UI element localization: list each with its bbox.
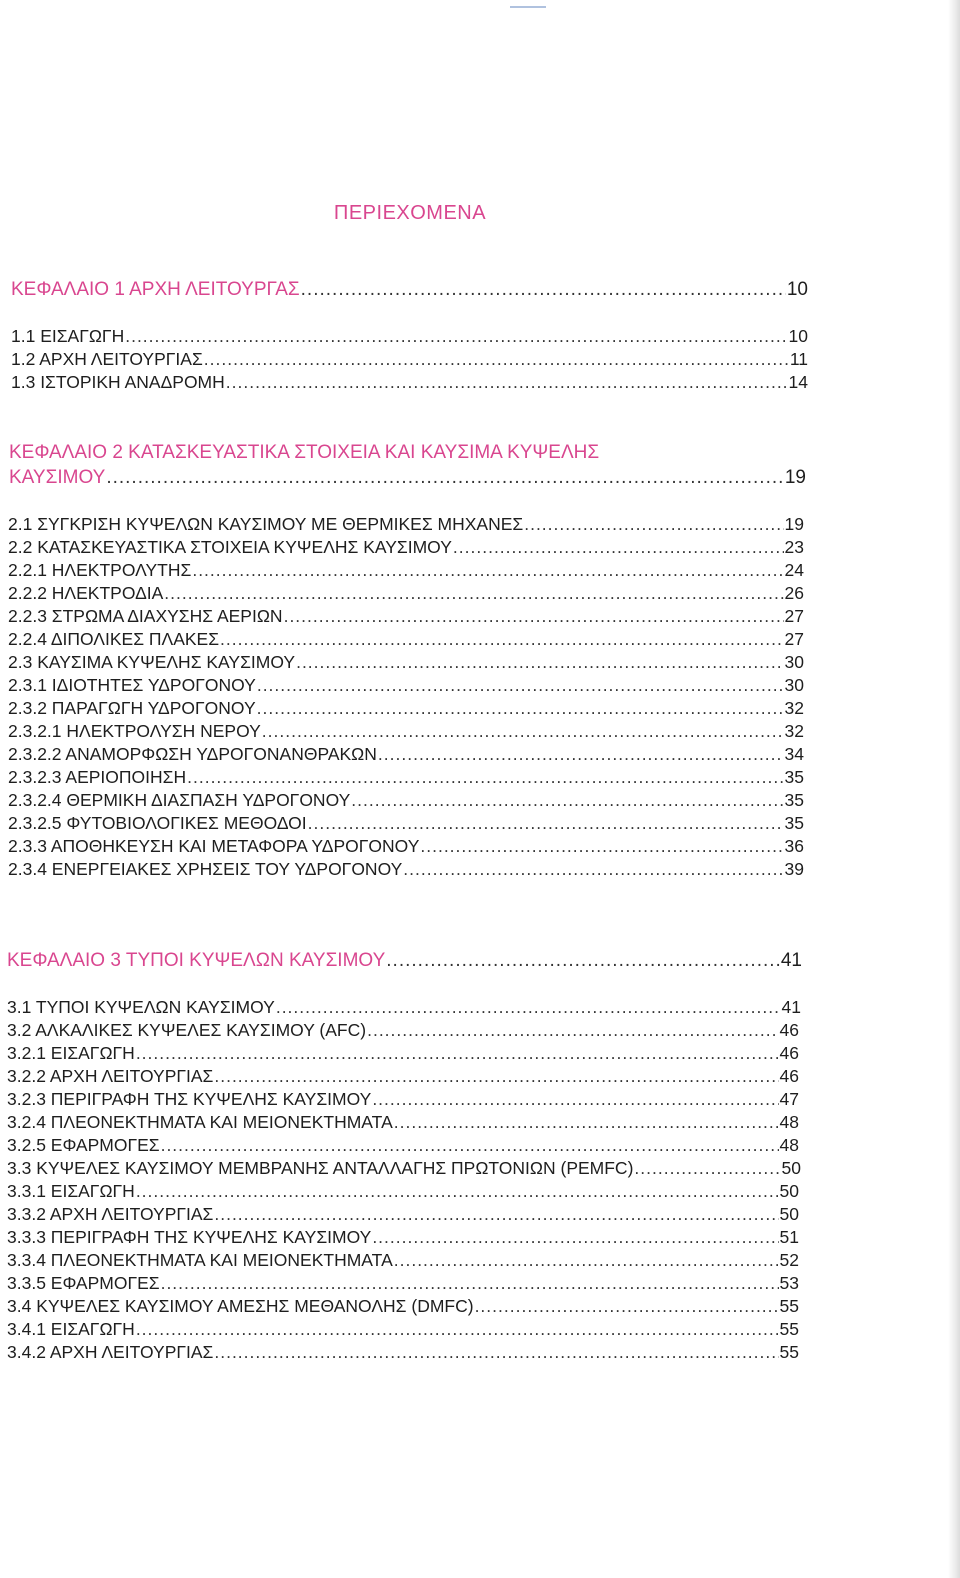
toc-entry[interactable] [8,813,804,835]
toc-entry-page: 55 [779,1342,799,1362]
toc-entry[interactable] [8,537,804,559]
toc-entry-label: 3.4.2 ΑΡΧΗ ΛΕΙΤΟΥΡΓΙΑΣ [7,1342,214,1362]
toc-entry-page: 46 [779,1066,799,1086]
toc-entry[interactable] [8,767,804,789]
toc-entry-label: 3.2.3 ΠΕΡΙΓΡΑΦΗ ΤΗΣ ΚΥΨΕΛΗΣ ΚΑΥΣΙΜΟΥ [7,1089,372,1109]
toc-entry[interactable] [7,1135,799,1157]
toc-entry-page: 46 [779,1043,799,1063]
toc-entry-page: 27 [784,629,804,649]
toc-entry[interactable] [7,1158,801,1180]
leader-dots [284,606,784,627]
toc-entry-label: 1.1 ΕΙΣΑΓΩΓΗ [11,326,125,346]
toc-entry-page: 30 [784,675,804,695]
chapter-2-label-line1[interactable]: ΚΕΦΑΛΑΙΟ 2 ΚΑΤΑΣΚΕΥΑΣΤΙΚΑ ΣΤΟΙΧΕΙΑ ΚΑΙ ΚΑΥΣΙΜΑ ΚΥΨΕΛΗΣ [9,442,600,463]
toc-entry-label: 2.3.2.4 ΘΕΡΜΙΚΗ ΔΙΑΣΠΑΣΗ ΥΔΡΟΓΟΝΟΥ [8,790,351,810]
toc-entry[interactable] [8,721,804,743]
leader-dots [214,1204,778,1225]
chapter-2-heading[interactable] [9,467,806,489]
toc-entry-page: 50 [779,1204,799,1224]
leader-dots [296,652,783,673]
leader-dots [136,1043,779,1064]
toc-entry[interactable] [7,1204,799,1226]
toc-entry-label: 3.3.3 ΠΕΡΙΓΡΑΦΗ ΤΗΣ ΚΥΨΕΛΗΣ ΚΑΥΣΙΜΟΥ [7,1227,372,1247]
toc-entry-page: 10 [788,326,808,346]
leader-dots [214,1066,778,1087]
chapter-2-label: ΚΑΥΣΙΜΟΥ [9,467,106,488]
chapter-3-heading[interactable] [7,950,802,972]
toc-entry-label: 3.3.5 ΕΦΑΡΜΟΓΕΣ [7,1273,160,1293]
toc-entry-page: 50 [779,1181,799,1201]
toc-entry-label: 2.2.3 ΣΤΡΩΜΑ ΔΙΑΧΥΣΗΣ ΑΕΡΙΩΝ [8,606,283,626]
toc-entry-page: 11 [789,349,808,369]
toc-entry[interactable] [8,514,804,536]
toc-entry-label: 3.2 ΑΛΚΑΛΙΚΕΣ ΚΥΨΕΛΕΣ ΚΑΥΣΙΜΟΥ (AFC) [7,1020,367,1040]
toc-entry-label: 3.3.1 ΕΙΣΑΓΩΓΗ [7,1181,135,1201]
toc-entry-label: 2.2 ΚΑΤΑΣΚΕΥΑΣΤΙΚΑ ΣΤΟΙΧΕΙΑ ΚΥΨΕΛΗΣ ΚΑΥΣΙΜΟΥ [8,537,452,557]
leader-dots [226,372,788,393]
toc-entry[interactable] [7,1043,799,1065]
toc-entry[interactable] [8,583,804,605]
leader-dots [257,675,784,696]
leader-dots [161,1273,779,1294]
leader-dots [136,1181,779,1202]
toc-entry[interactable] [8,836,804,858]
chapter-3-page: 41 [780,950,802,971]
toc-entry-label: 1.3 ΙΣΤΟΡΙΚΗ ΑΝΑΔΡΟΜΗ [11,372,225,392]
toc-entry-page: 32 [784,698,804,718]
leader-dots [164,583,783,604]
toc-entry[interactable] [7,1112,799,1134]
toc-entry[interactable] [7,997,801,1019]
scan-mark [510,6,546,8]
toc-entry[interactable] [8,859,804,881]
toc-entry-label: 2.1 ΣΥΓΚΡΙΣΗ ΚΥΨΕΛΩΝ ΚΑΥΣΙΜΟΥ ΜΕ ΘΕΡΜΙΚΕΣ ΜΗΧΑΝΕΣ [8,514,524,534]
toc-entry[interactable] [11,349,808,371]
leader-dots [524,514,783,535]
toc-entry[interactable] [11,326,808,348]
leader-dots [136,1319,779,1340]
toc-entry-label: 3.3.4 ΠΛΕΟΝΕΚΤΗΜΑΤΑ ΚΑΙ ΜΕΙΟΝΕΚΤΗΜΑΤΑ [7,1250,393,1270]
leader-dots [634,1158,780,1179]
leader-dots [308,813,784,834]
chapter-1-heading[interactable] [11,279,808,301]
toc-entry[interactable] [7,1250,799,1272]
toc-entry-page: 30 [784,652,804,672]
toc-entry[interactable] [7,1273,799,1295]
toc-entry-label: 2.3.1 ΙΔΙΟΤΗΤΕΣ ΥΔΡΟΓΟΝΟΥ [8,675,256,695]
toc-entry-label: 2.2.1 ΗΛΕΚΤΡΟΛΥΤΗΣ [8,560,192,580]
toc-entry[interactable] [8,652,804,674]
leader-dots [161,1135,779,1156]
leader-dots [187,767,783,788]
toc-entry-page: 32 [784,721,804,741]
leader-dots [372,1227,778,1248]
toc-entry-page: 27 [784,606,804,626]
toc-entry-label: 3.2.2 ΑΡΧΗ ΛΕΙΤΟΥΡΓΙΑΣ [7,1066,214,1086]
toc-entry-page: 35 [784,813,804,833]
toc-entry[interactable] [7,1296,799,1318]
toc-entry[interactable] [8,560,804,582]
leader-dots [403,859,783,880]
leader-dots [386,950,780,972]
toc-entry-page: 51 [779,1227,799,1247]
toc-entry-label: 2.3 ΚΑΥΣΙΜΑ ΚΥΨΕΛΗΣ ΚΑΥΣΙΜΟΥ [8,652,296,672]
leader-dots [192,560,783,581]
toc-entry-page: 47 [779,1089,799,1109]
leader-dots [301,279,786,301]
toc-entry-page: 50 [781,1158,801,1178]
leader-dots [276,997,781,1018]
leader-dots [106,467,784,489]
toc-entry-page: 41 [781,997,801,1017]
toc-entry-label: 2.2.4 ΔΙΠΟΛΙΚΕΣ ΠΛΑΚΕΣ [8,629,220,649]
leader-dots [372,1089,778,1110]
toc-entry-label: 3.1 ΤΥΠΟΙ ΚΥΨΕΛΩΝ ΚΑΥΣΙΜΟΥ [7,997,275,1017]
toc-entry[interactable] [7,1089,799,1111]
toc-entry[interactable] [8,698,804,720]
toc-entry[interactable] [11,372,808,394]
toc-entry-label: 3.3 ΚΥΨΕΛΕΣ ΚΑΥΣΙΜΟΥ ΜΕΜΒΡΑΝΗΣ ΑΝΤΑΛΛΑΓΗΣ ΠΡΩΤΟΝΙΩΝ (PEMFC) [7,1158,634,1178]
toc-entry-label: 3.2.5 ΕΦΑΡΜΟΓΕΣ [7,1135,160,1155]
toc-entry-page: 23 [784,537,804,557]
toc-entry-label: 2.3.3 ΑΠΟΘΗΚΕΥΣΗ ΚΑΙ ΜΕΤΑΦΟΡΑ ΥΔΡΟΓΟΝΟΥ [8,836,420,856]
toc-entry-page: 48 [779,1112,799,1132]
leader-dots [378,744,784,765]
toc-entry-page: 26 [784,583,804,603]
leader-dots [220,629,783,650]
leader-dots [367,1020,778,1041]
leader-dots [394,1250,779,1271]
toc-entry-page: 55 [779,1296,799,1316]
toc-entry-label: 2.2.2 ΗΛΕΚΤΡΟΔΙΑ [8,583,164,603]
toc-entry-label: 2.3.2 ΠΑΡΑΓΩΓΗ ΥΔΡΟΓΟΝΟΥ [8,698,256,718]
chapter-1-label: ΚΕΦΑΛΑΙΟ 1 ΑΡΧΗ ΛΕΙΤΟΥΡΓΑΣ [11,279,300,300]
toc-entry-page: 48 [779,1135,799,1155]
leader-dots [125,326,787,347]
toc-entry-label: 3.4.1 ΕΙΣΑΓΩΓΗ [7,1319,135,1339]
toc-entry-page: 36 [784,836,804,856]
toc-entry-page: 34 [784,744,804,764]
toc-entry-label: 3.4 ΚΥΨΕΛΕΣ ΚΑΥΣΙΜΟΥ ΑΜΕΣΗΣ ΜΕΘΑΝΟΛΗΣ (DMFC) [7,1296,474,1316]
toc-entry[interactable] [8,675,804,697]
toc-entry[interactable] [8,744,804,766]
leader-dots [475,1296,779,1317]
leader-dots [257,698,784,719]
chapter-3-label: ΚΕΦΑΛΑΙΟ 3 ΤΥΠΟΙ ΚΥΨΕΛΩΝ ΚΑΥΣΙΜΟΥ [7,950,386,971]
toc-entry-page: 53 [779,1273,799,1293]
chapter-1-page: 10 [786,279,808,300]
toc-entry-page: 35 [784,790,804,810]
toc-entry-label: 2.3.2.2 ΑΝΑΜΟΡΦΩΣΗ ΥΔΡΟΓΟΝΑΝΘΡΑΚΩΝ [8,744,377,764]
toc-entry-page: 19 [784,514,804,534]
toc-entry-label: 2.3.2.1 ΗΛΕΚΤΡΟΛΥΣΗ ΝΕΡΟΥ [8,721,261,741]
leader-dots [420,836,783,857]
toc-entry-label: 3.3.2 ΑΡΧΗ ΛΕΙΤΟΥΡΓΙΑΣ [7,1204,214,1224]
leader-dots [204,349,789,370]
toc-entry-label: 2.3.2.5 ΦΥΤΟΒΙΟΛΟΓΙΚΕΣ ΜΕΘΟΔΟΙ [8,813,307,833]
toc-entry[interactable] [8,606,804,628]
leader-dots [453,537,784,558]
toc-entry-page: 14 [788,372,808,392]
leader-dots [262,721,784,742]
leader-dots [351,790,783,811]
leader-dots [394,1112,779,1133]
toc-entry[interactable] [7,1020,799,1042]
toc-entry-page: 35 [784,767,804,787]
toc-entry-label: 2.3.2.3 ΑΕΡΙΟΠΟΙΗΣΗ [8,767,187,787]
toc-entry-page: 52 [779,1250,799,1270]
toc-entry-page: 24 [784,560,804,580]
toc-entry[interactable] [7,1319,799,1341]
leader-dots [214,1342,778,1363]
toc-entry-label: 1.2 ΑΡΧΗ ΛΕΙΤΟΥΡΓΙΑΣ [11,349,203,369]
page-edge-shadow [948,0,960,1578]
toc-entry[interactable] [8,629,804,651]
toc-entry-label: 2.3.4 ΕΝΕΡΓΕΙΑΚΕΣ ΧΡΗΣΕΙΣ ΤΟΥ ΥΔΡΟΓΟΝΟΥ [8,859,403,879]
toc-entry-page: 46 [779,1020,799,1040]
toc-entry[interactable] [7,1227,799,1249]
toc-entry[interactable] [8,790,804,812]
chapter-2-page: 19 [784,467,806,488]
toc-title: ΠΕΡΙΕΧΟΜΕΝΑ [333,202,487,224]
toc-entry-page: 55 [779,1319,799,1339]
toc-entry-label: 3.2.4 ΠΛΕΟΝΕΚΤΗΜΑΤΑ ΚΑΙ ΜΕΙΟΝΕΚΤΗΜΑΤΑ [7,1112,393,1132]
toc-entry[interactable] [7,1342,799,1364]
toc-entry[interactable] [7,1181,799,1203]
toc-entry[interactable] [7,1066,799,1088]
toc-entry-label: 3.2.1 ΕΙΣΑΓΩΓΗ [7,1043,135,1063]
toc-entry-page: 39 [784,859,804,879]
